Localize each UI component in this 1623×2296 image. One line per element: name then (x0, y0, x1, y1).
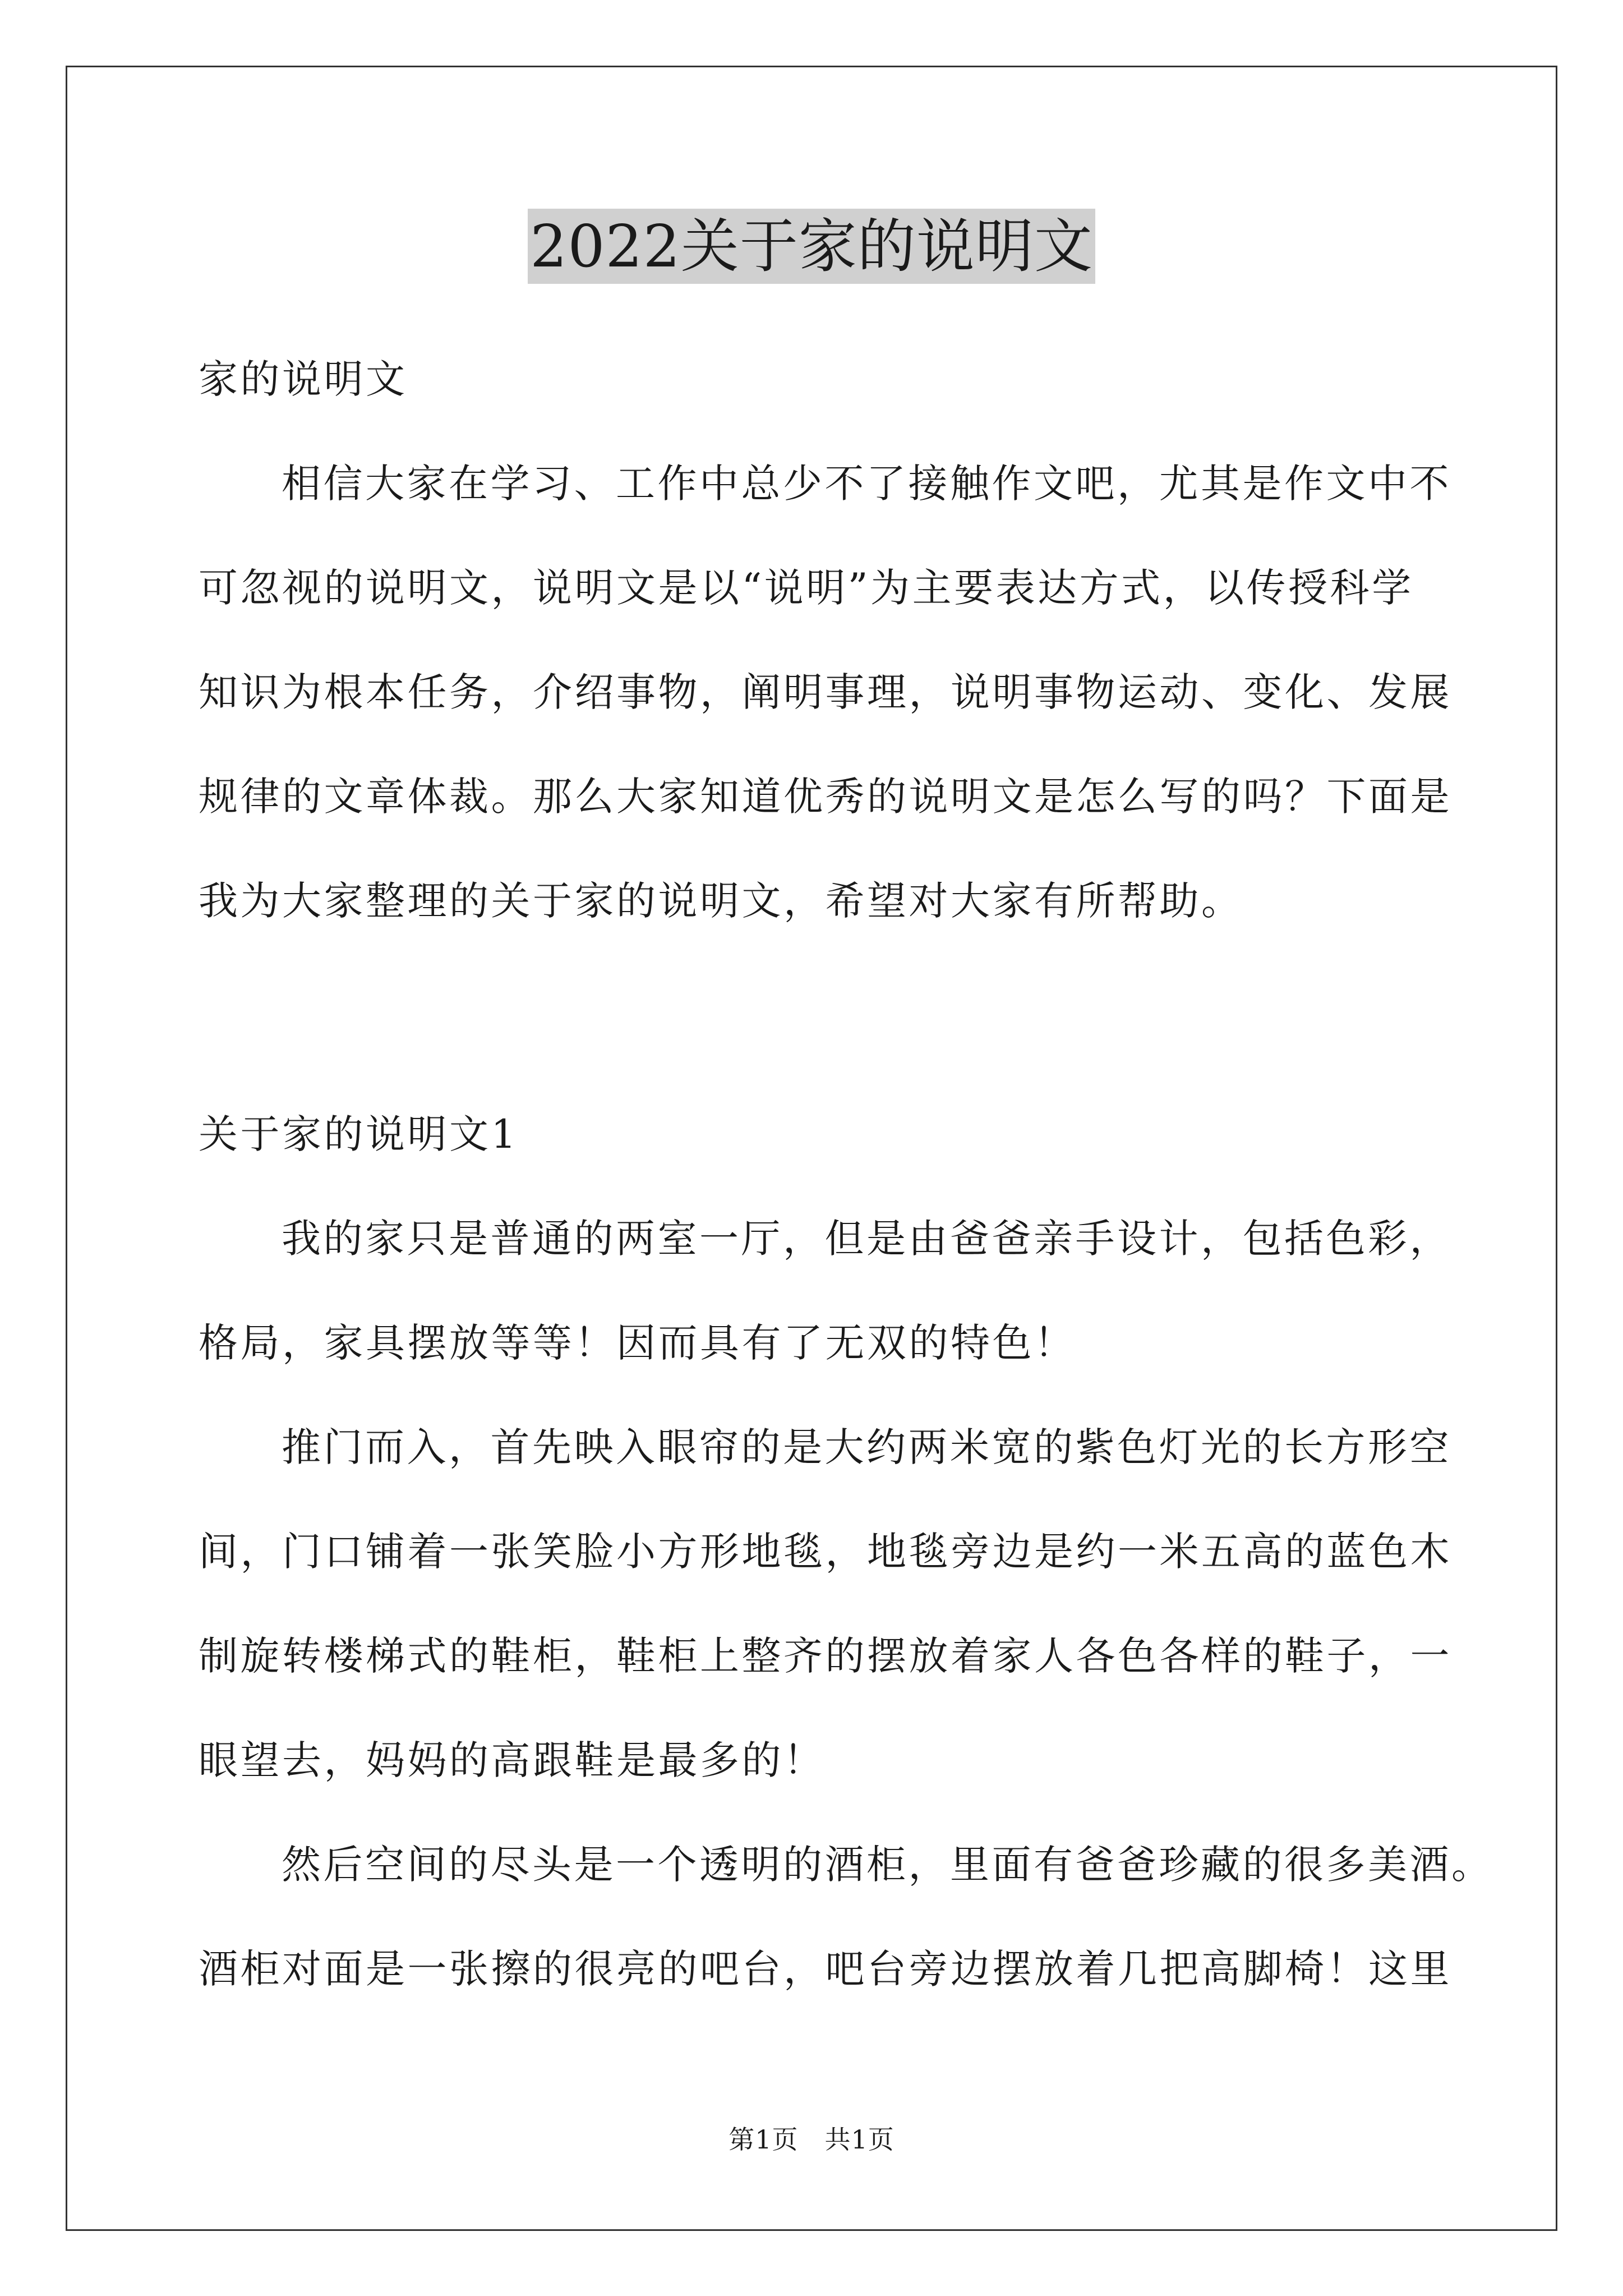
heading-block-1 (199, 327, 1460, 431)
paragraph-line: 推门而入，首先映入眼帘的是大约两米宽的紫色灯光的长方形空 (282, 1424, 1451, 1470)
document-title: 2022关于家的说明文 (528, 209, 1095, 284)
body-paragraphs (199, 1186, 1493, 2021)
section-heading: 关于家的说明文1 (199, 1111, 519, 1157)
paragraph-line: 眼望去，妈妈的高跟鞋是最多的！ (199, 1737, 826, 1783)
paragraph-line: 规律的文章体裁。那么大家知道优秀的说明文是怎么写的吗？下面是 (199, 774, 1452, 820)
paragraph-line: 我为大家整理的关于家的说明文，希望对大家有所帮助。 (199, 878, 1243, 924)
title-wrap (0, 209, 1623, 284)
paragraph-line: 格局，家具摆放等等！因而具有了无双的特色！ (199, 1320, 1076, 1366)
paragraph-line: 我的家只是普通的两室一厅，但是由爸爸亲手设计，包括色彩， (282, 1216, 1451, 1262)
section-heading: 家的说明文 (199, 356, 408, 402)
paragraph-line: 间，门口铺着一张笑脸小方形地毯，地毯旁边是约一米五高的蓝色木 (199, 1529, 1452, 1575)
paragraph-line: 知识为根本任务，介绍事物，阐明事理，说明事物运动、变化、发展 (199, 669, 1452, 715)
paragraph-line: 制旋转楼梯式的鞋柜，鞋柜上整齐的摆放着家人各色各样的鞋子，一 (199, 1633, 1452, 1679)
paragraph-line: 酒柜对面是一张擦的很亮的吧台，吧台旁边摆放着几把高脚椅！这里 (199, 1946, 1452, 1992)
paragraph-line: 可忽视的说明文，说明文是以“说明”为主要表达方式，以传授科学 (199, 565, 1414, 611)
paragraph-line: 然后空间的尽头是一个透明的酒柜，里面有爸爸珍藏的很多美酒。 (282, 1842, 1493, 1888)
intro-paragraph (199, 431, 1460, 953)
heading-block-2 (199, 1082, 1460, 1186)
page-footer: 第1页 共1页 (728, 2124, 895, 2155)
paragraph-line: 相信大家在学习、工作中总少不了接触作文吧，尤其是作文中不 (282, 461, 1451, 507)
